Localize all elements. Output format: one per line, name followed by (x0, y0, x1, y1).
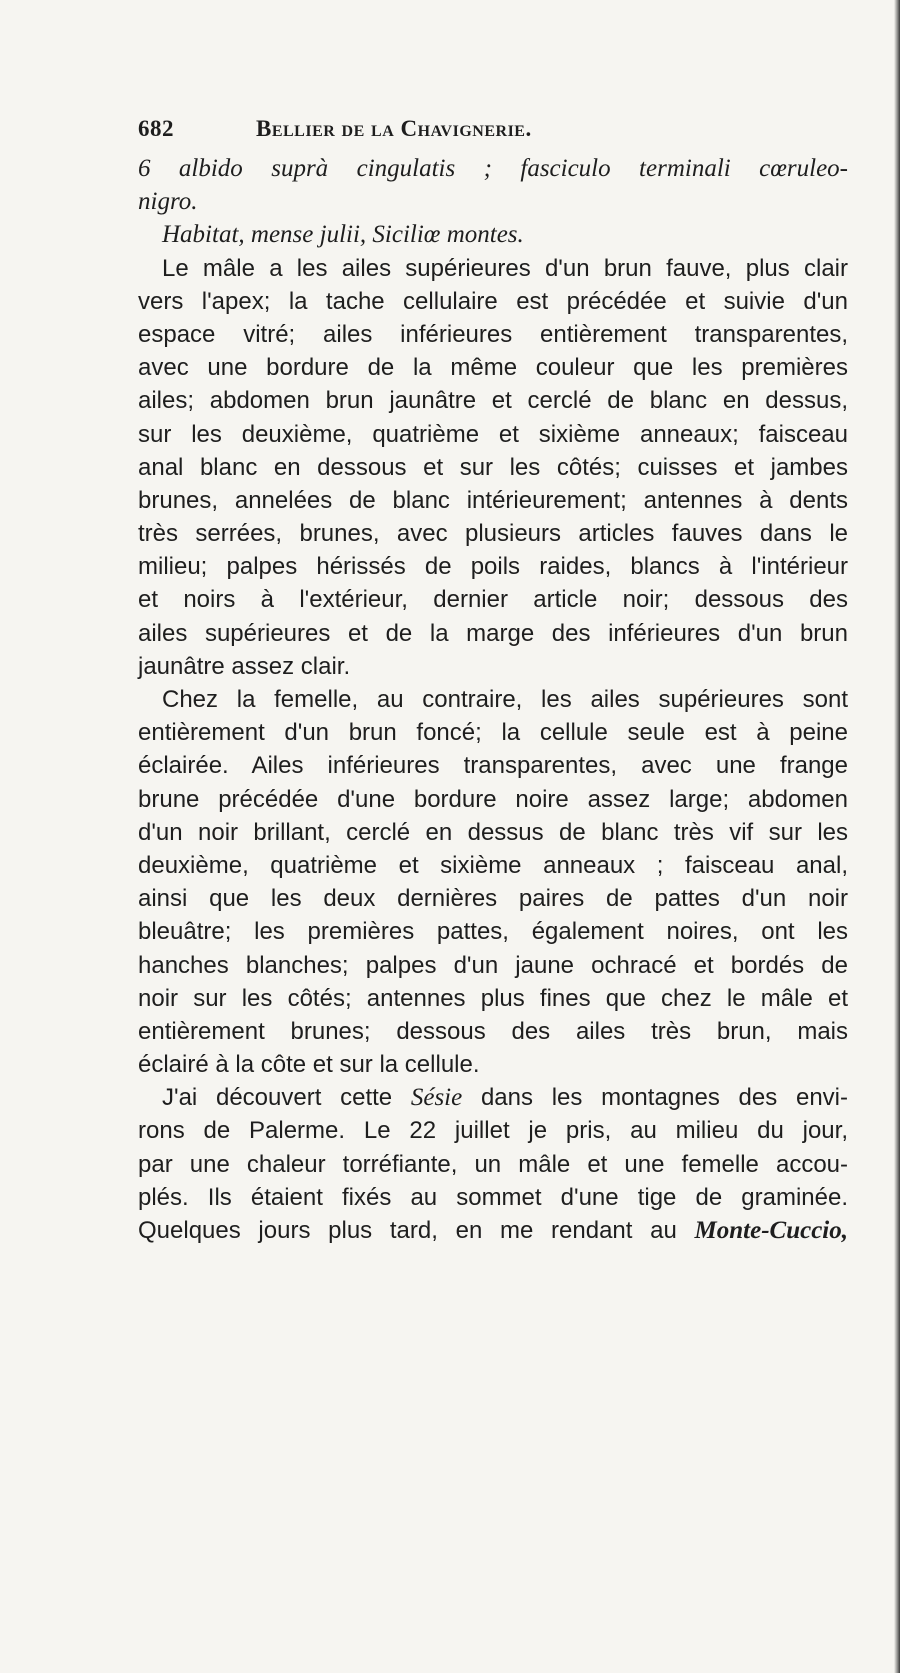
text-line: bleuâtre; les premières pattes, également noires, ont les (138, 918, 848, 946)
page-number: 682 (138, 116, 174, 141)
text-line: ailes supérieures et de la marge des inférieures d'un brun (138, 619, 848, 647)
text-line: entièrement brunes; dessous des ailes très brun, mais (138, 1017, 848, 1045)
text-line: brunes, annelées de blanc intérieurement; antennes à dents (138, 486, 848, 514)
text-line: 6 albido suprà cingulatis ; fasciculo terminali cœruleo- (138, 155, 848, 182)
text-line: sur les deuxième, quatrième et sixième anneaux; faisceau (138, 420, 848, 448)
text-line: et noirs à l'extérieur, dernier article noir; dessous des (138, 586, 848, 614)
text-line: avec une bordure de la même couleur que les premières (138, 354, 848, 382)
text-line: Habitat, mense julii, Siciliœ montes. (162, 221, 524, 249)
text-line: noir sur les côtés; antennes plus fines que chez le mâle et (138, 984, 848, 1012)
text-line: brune précédée d'une bordure noire assez large; abdomen (138, 785, 848, 813)
text-line: vers l'apex; la tache cellulaire est précédée et suivie d'un (138, 287, 848, 315)
text-line: jaunâtre assez clair. (138, 652, 351, 680)
text-line: plés. Ils étaient fixés au sommet d'une tige de graminée. (138, 1183, 848, 1211)
text-line: espace vitré; ailes inférieures entièrement transparentes, (138, 320, 848, 348)
text-line: anal blanc en dessous et sur les côtés; cuisses et jambes (138, 453, 848, 481)
page-edge-shadow (894, 0, 900, 1673)
text-line: hanches blanches; palpes d'un jaune ochracé et bordés de (138, 951, 848, 979)
text-line: deuxième, quatrième et sixième anneaux ; faisceau anal, (138, 851, 848, 879)
text-line: par une chaleur torréfiante, un mâle et une femelle accou- (138, 1150, 848, 1178)
text-line: éclairé à la côte et sur la cellule. (138, 1051, 480, 1079)
text-line: nigro. (138, 188, 198, 216)
running-title: Bellier de la Chavignerie. (256, 116, 532, 141)
text-line: milieu; palpes hérissés de poils raides, blancs à l'intérieur (138, 553, 848, 581)
text-run-italic: Sésie (410, 1084, 463, 1112)
text-line: d'un noir brillant, cerclé en dessus de blanc très vif sur les (138, 818, 848, 846)
text-run: J'ai découvert cette (162, 1084, 393, 1112)
body-text (138, 152, 848, 1247)
text-line (138, 1081, 848, 1114)
text-line: Le mâle a les ailes supérieures d'un brun fauve, plus clair (162, 254, 848, 282)
text-line: ainsi que les deux dernières paires de pattes d'un noir (138, 885, 848, 913)
text-line: entièrement d'un brun foncé; la cellule seule est à peine (138, 719, 848, 747)
text-run: Quelques jours plus tard, en me rendant au (138, 1217, 677, 1244)
text-line: éclairée. Ailes inférieures transparentes, avec une frange (138, 752, 848, 780)
text-line (138, 1214, 848, 1247)
page-header (138, 116, 698, 146)
text-line: ailes; abdomen brun jaunâtre et cerclé de blanc en dessus, (138, 387, 848, 415)
text-run: dans les montagnes des envi- (480, 1084, 848, 1112)
text-line: très serrées, brunes, avec plusieurs articles fauves dans le (138, 520, 848, 548)
text-line: rons de Palerme. Le 22 juillet je pris, au milieu du jour, (138, 1117, 848, 1145)
text-line: Chez la femelle, au contraire, les ailes supérieures sont (162, 686, 848, 713)
text-run-italic: Monte-Cuccio, (694, 1217, 848, 1244)
